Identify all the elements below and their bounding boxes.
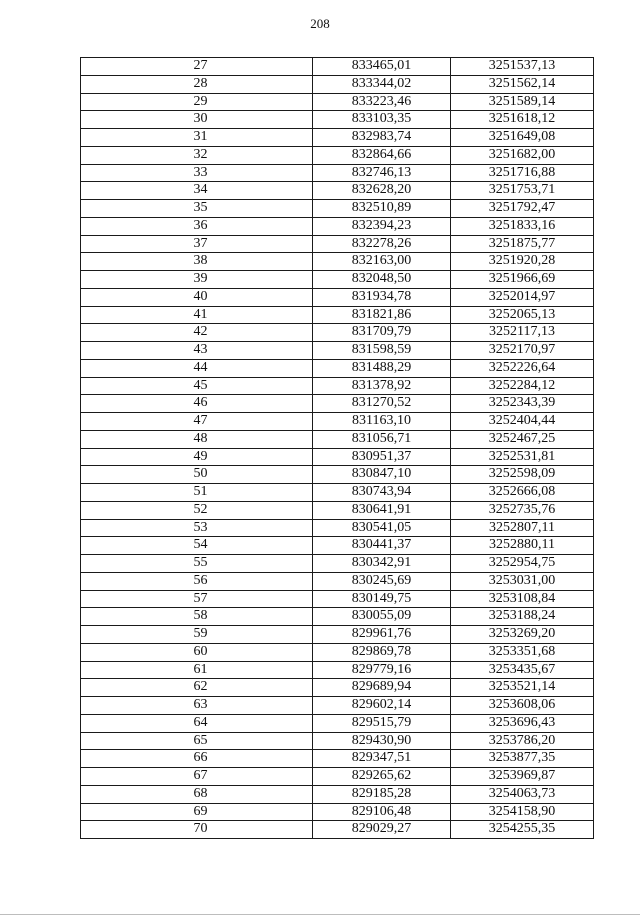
point-number-cell: 32 — [81, 146, 313, 164]
x-coordinate-cell: 831821,86 — [313, 306, 451, 324]
point-number-cell: 50 — [81, 466, 313, 484]
table-row — [81, 359, 594, 377]
point-number-cell: 51 — [81, 484, 313, 502]
point-number-cell: 41 — [81, 306, 313, 324]
y-coordinate-cell: 3253269,20 — [451, 626, 594, 644]
x-coordinate-cell: 833223,46 — [313, 93, 451, 111]
x-coordinate-cell: 831934,78 — [313, 288, 451, 306]
point-number-cell: 66 — [81, 750, 313, 768]
y-coordinate-cell: 3252666,08 — [451, 484, 594, 502]
point-number-cell: 30 — [81, 111, 313, 129]
y-coordinate-cell: 3253031,00 — [451, 572, 594, 590]
table-row — [81, 697, 594, 715]
x-coordinate-cell: 829185,28 — [313, 785, 451, 803]
table-row — [81, 466, 594, 484]
y-coordinate-cell: 3252117,13 — [451, 324, 594, 342]
table-row — [81, 484, 594, 502]
point-number-cell: 47 — [81, 413, 313, 431]
table-row — [81, 253, 594, 271]
point-number-cell: 64 — [81, 714, 313, 732]
x-coordinate-cell: 829515,79 — [313, 714, 451, 732]
point-number-cell: 49 — [81, 448, 313, 466]
table-row — [81, 217, 594, 235]
y-coordinate-cell: 3253969,87 — [451, 768, 594, 786]
x-coordinate-cell: 831270,52 — [313, 395, 451, 413]
y-coordinate-cell: 3251833,16 — [451, 217, 594, 235]
y-coordinate-cell: 3252735,76 — [451, 501, 594, 519]
table-row — [81, 58, 594, 76]
point-number-cell: 65 — [81, 732, 313, 750]
table-row — [81, 448, 594, 466]
y-coordinate-cell: 3253188,24 — [451, 608, 594, 626]
x-coordinate-cell: 832746,13 — [313, 164, 451, 182]
x-coordinate-cell: 830951,37 — [313, 448, 451, 466]
x-coordinate-cell: 831163,10 — [313, 413, 451, 431]
y-coordinate-cell: 3252170,97 — [451, 342, 594, 360]
x-coordinate-cell: 832394,23 — [313, 217, 451, 235]
table-row — [81, 93, 594, 111]
x-coordinate-cell: 831709,79 — [313, 324, 451, 342]
y-coordinate-cell: 3251920,28 — [451, 253, 594, 271]
x-coordinate-cell: 830149,75 — [313, 590, 451, 608]
point-number-cell: 63 — [81, 697, 313, 715]
point-number-cell: 39 — [81, 271, 313, 289]
point-number-cell: 38 — [81, 253, 313, 271]
table-row — [81, 732, 594, 750]
table-row — [81, 342, 594, 360]
table-row — [81, 643, 594, 661]
table-row — [81, 821, 594, 839]
y-coordinate-cell: 3254158,90 — [451, 803, 594, 821]
point-number-cell: 56 — [81, 572, 313, 590]
point-number-cell: 35 — [81, 200, 313, 218]
page-bottom-edge — [0, 914, 640, 915]
x-coordinate-cell: 831598,59 — [313, 342, 451, 360]
x-coordinate-cell: 829689,94 — [313, 679, 451, 697]
y-coordinate-cell: 3251649,08 — [451, 129, 594, 147]
point-number-cell: 46 — [81, 395, 313, 413]
table-row — [81, 679, 594, 697]
table-row — [81, 413, 594, 431]
point-number-cell: 58 — [81, 608, 313, 626]
x-coordinate-cell: 830743,94 — [313, 484, 451, 502]
point-number-cell: 40 — [81, 288, 313, 306]
table-row — [81, 129, 594, 147]
x-coordinate-cell: 830342,91 — [313, 555, 451, 573]
y-coordinate-cell: 3252343,39 — [451, 395, 594, 413]
point-number-cell: 28 — [81, 75, 313, 93]
x-coordinate-cell: 830641,91 — [313, 501, 451, 519]
x-coordinate-cell: 829106,48 — [313, 803, 451, 821]
y-coordinate-cell: 3253786,20 — [451, 732, 594, 750]
x-coordinate-cell: 830441,37 — [313, 537, 451, 555]
coordinates-table — [80, 57, 594, 839]
y-coordinate-cell: 3253108,84 — [451, 590, 594, 608]
x-coordinate-cell: 829347,51 — [313, 750, 451, 768]
table-row — [81, 750, 594, 768]
table-row — [81, 537, 594, 555]
x-coordinate-cell: 829961,76 — [313, 626, 451, 644]
table-row — [81, 555, 594, 573]
point-number-cell: 53 — [81, 519, 313, 537]
table-row — [81, 572, 594, 590]
point-number-cell: 57 — [81, 590, 313, 608]
table-row — [81, 430, 594, 448]
y-coordinate-cell: 3251753,71 — [451, 182, 594, 200]
table-row — [81, 164, 594, 182]
x-coordinate-cell: 829779,16 — [313, 661, 451, 679]
x-coordinate-cell: 830847,10 — [313, 466, 451, 484]
x-coordinate-cell: 832510,89 — [313, 200, 451, 218]
x-coordinate-cell: 832048,50 — [313, 271, 451, 289]
table-row — [81, 235, 594, 253]
x-coordinate-cell: 830245,69 — [313, 572, 451, 590]
y-coordinate-cell: 3252065,13 — [451, 306, 594, 324]
point-number-cell: 55 — [81, 555, 313, 573]
y-coordinate-cell: 3251589,14 — [451, 93, 594, 111]
y-coordinate-cell: 3251618,12 — [451, 111, 594, 129]
point-number-cell: 61 — [81, 661, 313, 679]
point-number-cell: 43 — [81, 342, 313, 360]
point-number-cell: 59 — [81, 626, 313, 644]
y-coordinate-cell: 3253696,43 — [451, 714, 594, 732]
y-coordinate-cell: 3252467,25 — [451, 430, 594, 448]
point-number-cell: 54 — [81, 537, 313, 555]
point-number-cell: 68 — [81, 785, 313, 803]
table-row — [81, 785, 594, 803]
y-coordinate-cell: 3252880,11 — [451, 537, 594, 555]
table-row — [81, 661, 594, 679]
x-coordinate-cell: 829029,27 — [313, 821, 451, 839]
x-coordinate-cell: 832628,20 — [313, 182, 451, 200]
x-coordinate-cell: 829869,78 — [313, 643, 451, 661]
point-number-cell: 34 — [81, 182, 313, 200]
x-coordinate-cell: 830541,05 — [313, 519, 451, 537]
point-number-cell: 42 — [81, 324, 313, 342]
x-coordinate-cell: 833344,02 — [313, 75, 451, 93]
y-coordinate-cell: 3252226,64 — [451, 359, 594, 377]
table-row — [81, 768, 594, 786]
point-number-cell: 69 — [81, 803, 313, 821]
x-coordinate-cell: 831056,71 — [313, 430, 451, 448]
y-coordinate-cell: 3252598,09 — [451, 466, 594, 484]
table-row — [81, 288, 594, 306]
y-coordinate-cell: 3252404,44 — [451, 413, 594, 431]
point-number-cell: 67 — [81, 768, 313, 786]
y-coordinate-cell: 3253877,35 — [451, 750, 594, 768]
y-coordinate-cell: 3254255,35 — [451, 821, 594, 839]
y-coordinate-cell: 3251682,00 — [451, 146, 594, 164]
x-coordinate-cell: 831378,92 — [313, 377, 451, 395]
y-coordinate-cell: 3252284,12 — [451, 377, 594, 395]
point-number-cell: 37 — [81, 235, 313, 253]
point-number-cell: 33 — [81, 164, 313, 182]
y-coordinate-cell: 3251562,14 — [451, 75, 594, 93]
x-coordinate-cell: 833103,35 — [313, 111, 451, 129]
y-coordinate-cell: 3254063,73 — [451, 785, 594, 803]
y-coordinate-cell: 3253351,68 — [451, 643, 594, 661]
point-number-cell: 60 — [81, 643, 313, 661]
y-coordinate-cell: 3251792,47 — [451, 200, 594, 218]
point-number-cell: 44 — [81, 359, 313, 377]
point-number-cell: 70 — [81, 821, 313, 839]
point-number-cell: 36 — [81, 217, 313, 235]
y-coordinate-cell: 3252807,11 — [451, 519, 594, 537]
table-row — [81, 608, 594, 626]
point-number-cell: 45 — [81, 377, 313, 395]
table-row — [81, 519, 594, 537]
y-coordinate-cell: 3253521,14 — [451, 679, 594, 697]
table-row — [81, 626, 594, 644]
x-coordinate-cell: 832163,00 — [313, 253, 451, 271]
y-coordinate-cell: 3251537,13 — [451, 58, 594, 76]
x-coordinate-cell: 831488,29 — [313, 359, 451, 377]
table-row — [81, 324, 594, 342]
table-row — [81, 714, 594, 732]
table-row — [81, 803, 594, 821]
y-coordinate-cell: 3252014,97 — [451, 288, 594, 306]
y-coordinate-cell: 3253608,06 — [451, 697, 594, 715]
point-number-cell: 27 — [81, 58, 313, 76]
point-number-cell: 48 — [81, 430, 313, 448]
y-coordinate-cell: 3251716,88 — [451, 164, 594, 182]
table-row — [81, 200, 594, 218]
x-coordinate-cell: 832983,74 — [313, 129, 451, 147]
x-coordinate-cell: 832278,26 — [313, 235, 451, 253]
table-row — [81, 75, 594, 93]
x-coordinate-cell: 830055,09 — [313, 608, 451, 626]
x-coordinate-cell: 832864,66 — [313, 146, 451, 164]
coordinates-table-body — [81, 58, 594, 839]
point-number-cell: 31 — [81, 129, 313, 147]
y-coordinate-cell: 3251966,69 — [451, 271, 594, 289]
table-row — [81, 590, 594, 608]
y-coordinate-cell: 3252531,81 — [451, 448, 594, 466]
table-row — [81, 395, 594, 413]
table-row — [81, 271, 594, 289]
table-row — [81, 501, 594, 519]
point-number-cell: 52 — [81, 501, 313, 519]
y-coordinate-cell: 3252954,75 — [451, 555, 594, 573]
table-row — [81, 306, 594, 324]
table-row — [81, 377, 594, 395]
table-row — [81, 182, 594, 200]
x-coordinate-cell: 829265,62 — [313, 768, 451, 786]
table-row — [81, 146, 594, 164]
point-number-cell: 29 — [81, 93, 313, 111]
x-coordinate-cell: 833465,01 — [313, 58, 451, 76]
y-coordinate-cell: 3251875,77 — [451, 235, 594, 253]
point-number-cell: 62 — [81, 679, 313, 697]
table-row — [81, 111, 594, 129]
y-coordinate-cell: 3253435,67 — [451, 661, 594, 679]
x-coordinate-cell: 829430,90 — [313, 732, 451, 750]
x-coordinate-cell: 829602,14 — [313, 697, 451, 715]
page-number: 208 — [310, 16, 330, 31]
